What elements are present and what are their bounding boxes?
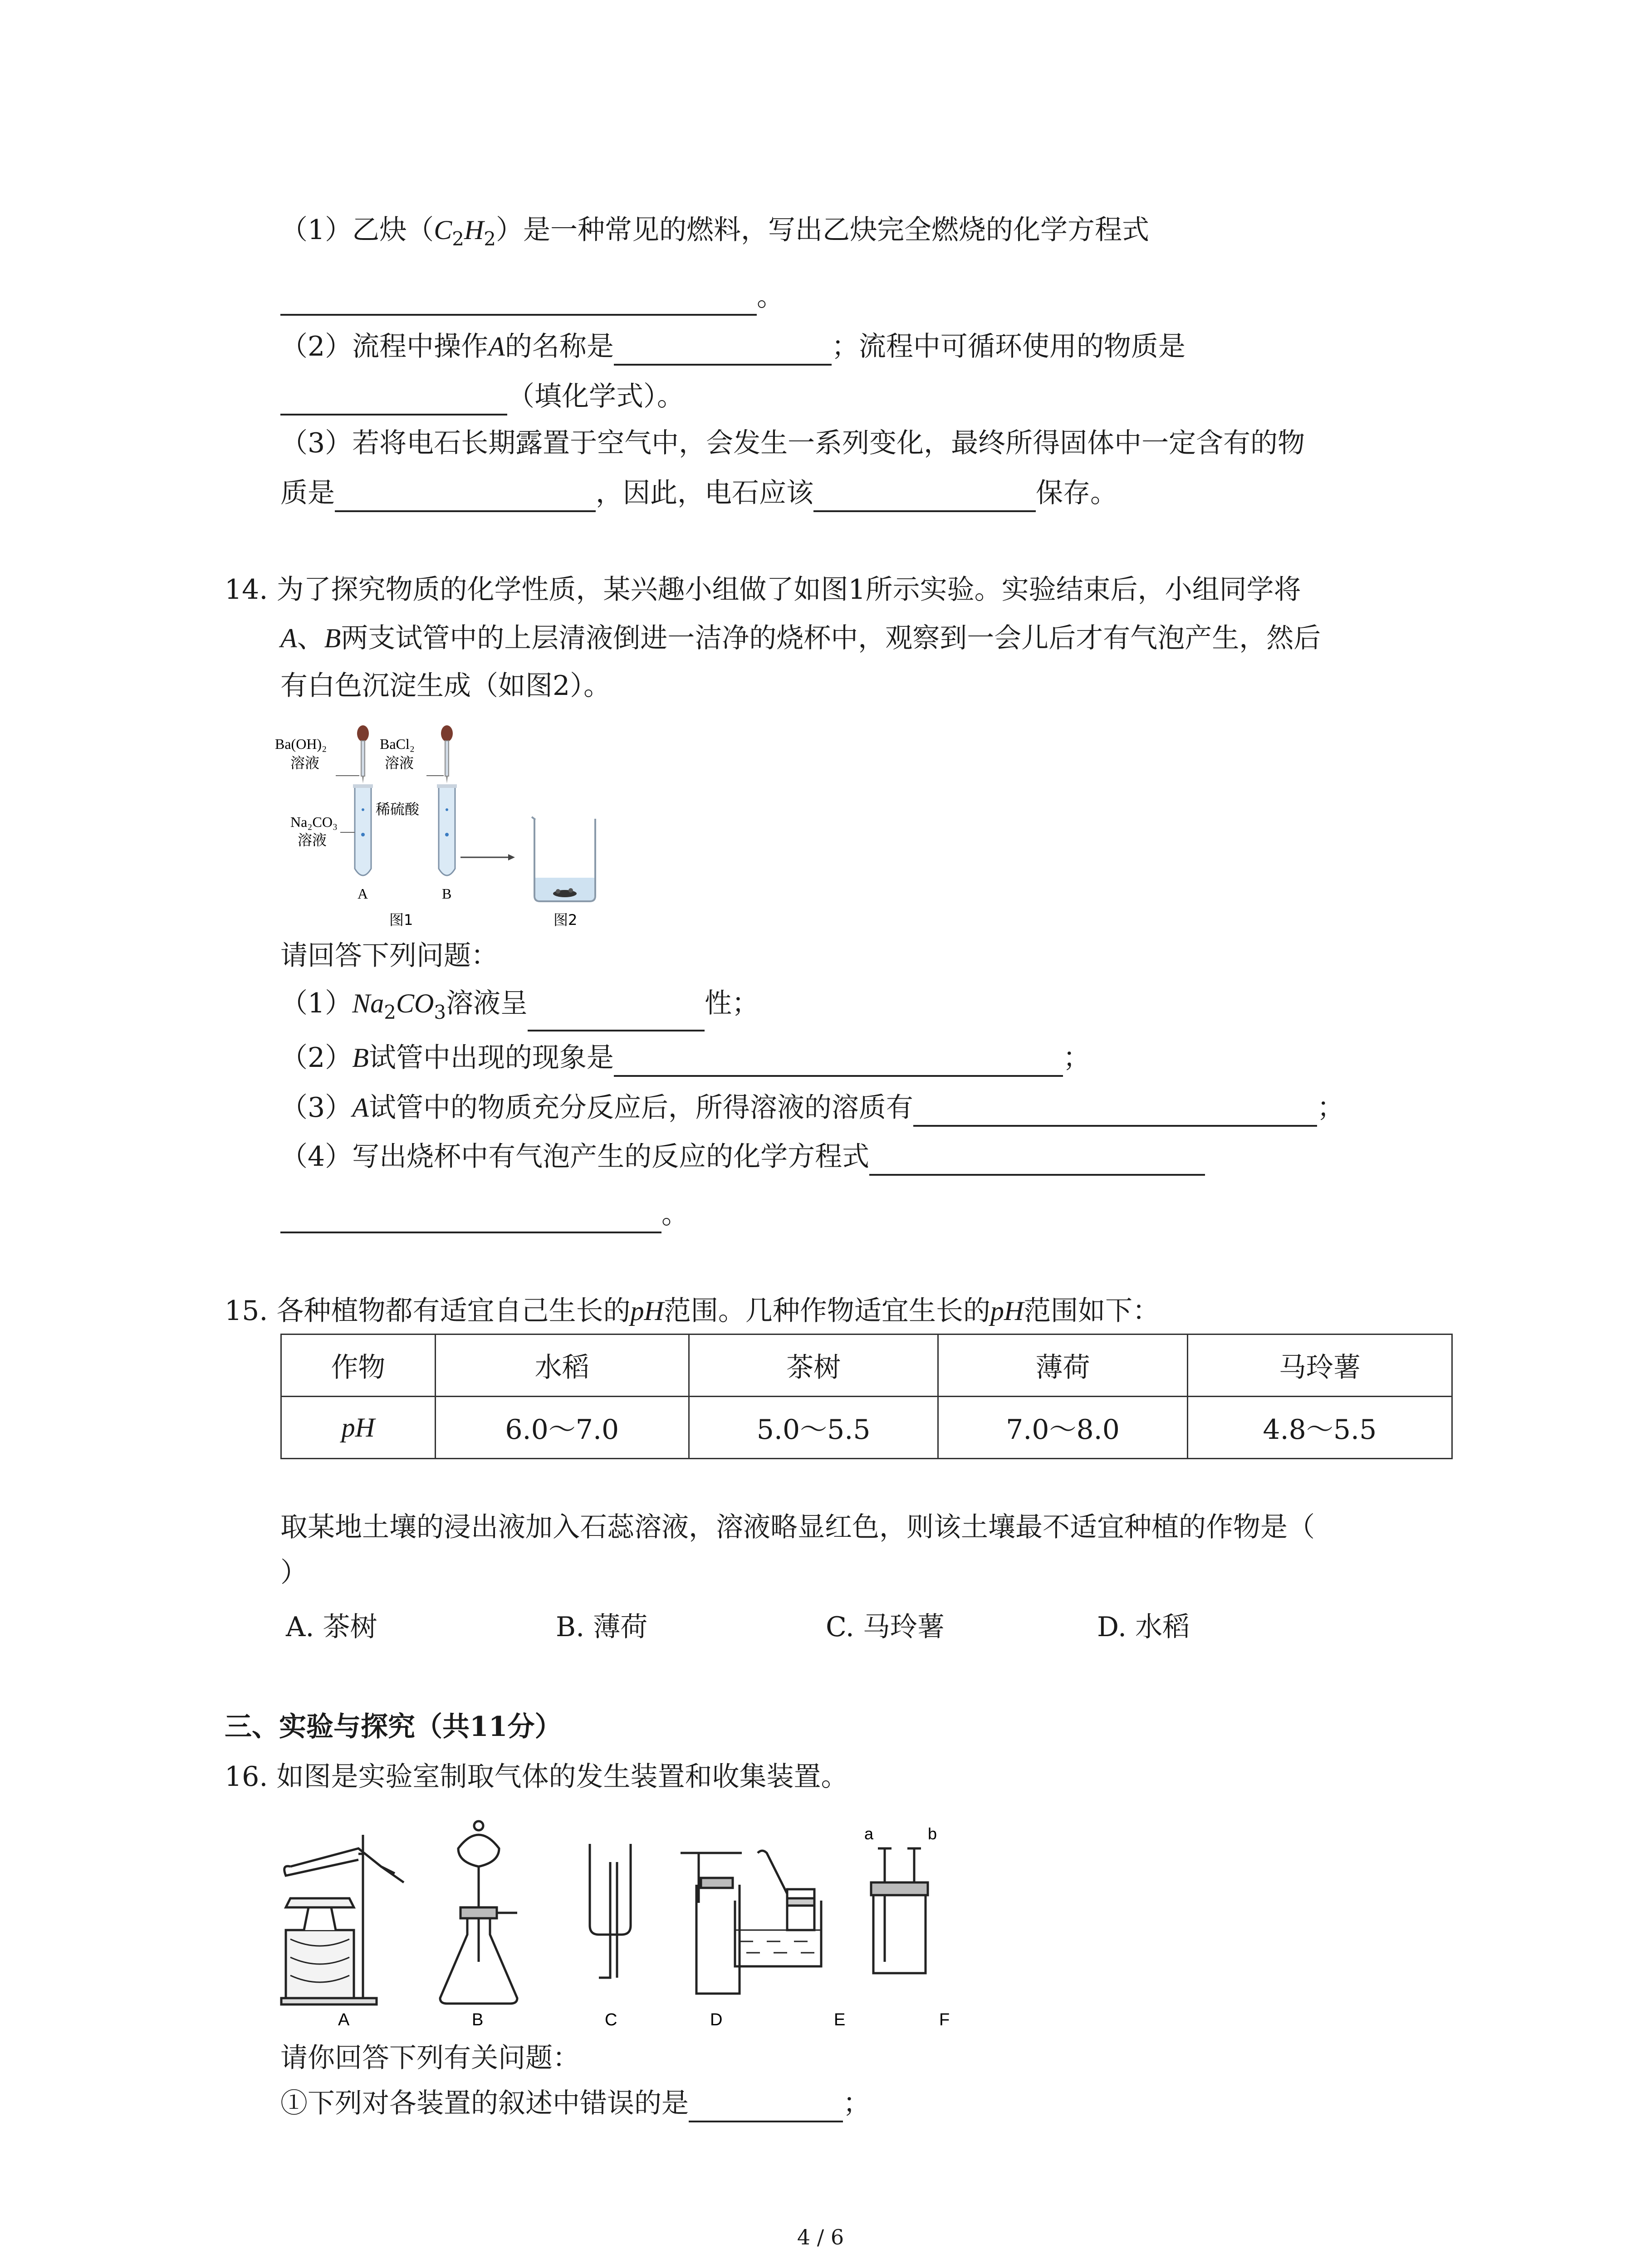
answer-blank[interactable] — [913, 1097, 1317, 1127]
test-tube-a — [353, 784, 373, 875]
apparatus-label: B — [472, 2010, 484, 2029]
apparatus-label: F — [939, 2010, 950, 2029]
heating-apparatus-icon — [281, 1835, 404, 2004]
label-bacl2: BaCl₂ — [380, 736, 415, 752]
answer-blank[interactable] — [280, 286, 757, 316]
port-label-a: a — [864, 1824, 874, 1843]
q15-stem: 15. 各种植物都有适宜自己生长的pH范围。几种作物适宜生长的pH范围如下： — [225, 1295, 1160, 1327]
table-header-cell: 马玲薯 — [1187, 1334, 1452, 1397]
answer-blank[interactable] — [280, 1203, 661, 1233]
q14-ask: 请回答下列问题： — [280, 940, 498, 972]
q13-part3-line2: 质是 ，因此，电石应该 保存。 — [280, 474, 1117, 512]
q14-stem-line3: 有白色沉淀生成（如图2）。 — [280, 670, 611, 702]
table-row-label: pH — [281, 1397, 436, 1459]
label-fig2: 图2 — [554, 911, 578, 929]
q16-stem: 16. 如图是实验室制取气体的发生装置和收集装置。 — [225, 1761, 848, 1793]
label-na2co3: Na₂CO₃ — [290, 814, 338, 830]
table-header-cell: 薄荷 — [938, 1334, 1187, 1397]
answer-blank[interactable] — [869, 1146, 1205, 1176]
table-cell: 6.0～7.0 — [435, 1397, 689, 1459]
port-label-b: b — [928, 1824, 937, 1843]
table-cell: 5.0～5.5 — [689, 1397, 938, 1459]
table-header-cell: 茶树 — [689, 1334, 938, 1397]
label-solution: 溶液 — [290, 754, 320, 772]
q16-ask: 请你回答下列有关问题： — [280, 2042, 580, 2074]
q13-part2-line2: （填化学式）。 — [280, 377, 684, 415]
q16-part1: ①下列对各装置的叙述中错误的是 ； — [280, 2084, 870, 2122]
q14-part4-answer: 。 — [280, 1195, 689, 1233]
label-solution: 溶液 — [298, 831, 327, 849]
option-d[interactable]: D. 水稻 — [1097, 1611, 1190, 1643]
ph-range-table — [280, 1334, 1453, 1459]
label-baoh2: Ba(OH)₂ — [275, 736, 327, 752]
answer-blank[interactable] — [528, 1002, 705, 1031]
apparatus-label: D — [710, 2010, 723, 2029]
label-tube-b: B — [442, 885, 452, 902]
label-solution: 溶液 — [385, 754, 414, 772]
option-b[interactable]: B. 薄荷 — [556, 1611, 648, 1643]
label-fig1: 图1 — [389, 911, 413, 929]
answer-blank[interactable] — [280, 386, 507, 415]
dropper-icon — [441, 725, 453, 783]
q14-stem-line1: 14. 为了探究物质的化学性质，某兴趣小组做了如图1所示实验。实验结束后，小组同学将 — [225, 574, 1301, 606]
q15-question-end: ） — [280, 1557, 308, 1589]
q14-part4: （4）写出烧杯中有气泡产生的反应的化学方程式 — [280, 1138, 1205, 1176]
apparatus-label: E — [834, 2010, 846, 2029]
table-header-cell: 水稻 — [435, 1334, 689, 1397]
table-row — [281, 1397, 1452, 1459]
apparatus-label: C — [605, 2010, 617, 2029]
conical-flask-icon — [440, 1821, 517, 2004]
q13-part1-answer: 。 — [280, 278, 784, 316]
gas-bottle-icon — [681, 1853, 742, 1994]
table-cell: 7.0～8.0 — [938, 1397, 1187, 1459]
label-tube-a: A — [358, 885, 368, 902]
option-a[interactable]: A. 茶树 — [286, 1611, 377, 1643]
answer-blank[interactable] — [614, 336, 832, 366]
q13-part3: （3）若将电石长期露置于空气中，会发生一系列变化，最终所得固体中一定含有的物 — [280, 427, 1305, 459]
test-tube-b — [437, 784, 457, 875]
q14-part1: $(1)Na_2CO_3$溶液呈 性； — [280, 984, 759, 1031]
gas-bottle-icon — [590, 1844, 631, 1978]
page-number: 4 / 6 — [797, 2225, 844, 2249]
answer-blank[interactable] — [813, 482, 1036, 512]
label-dilute-sulfuric-acid: 稀硫酸 — [376, 801, 420, 818]
table-cell: 4.8～5.5 — [1187, 1397, 1452, 1459]
water-trough-icon — [735, 1851, 821, 1966]
q14-stem-line2: A、B两支试管中的上层清液倒进一洁净的烧杯中，观察到一会儿后才有气泡产生，然后 — [280, 622, 1321, 654]
beaker-icon — [532, 817, 595, 901]
q13-part2: （2）流程中操作A的名称是 ；流程中可循环使用的物质是 — [280, 327, 1185, 366]
apparatus-figure — [272, 1817, 1007, 2030]
gas-washing-bottle-icon — [871, 1848, 928, 1973]
section-heading: 三、实验与探究（共11分） — [225, 1711, 562, 1743]
dropper-icon — [357, 725, 369, 783]
q14-part3: （3）A试管中的物质充分反应后，所得溶液的溶质有 ； — [280, 1089, 1344, 1127]
answer-blank[interactable] — [614, 1047, 1063, 1077]
apparatus-label: A — [338, 2010, 350, 2029]
q13-part1: （1）乙炔$(C_2H_2)$是一种常见的燃料，写出乙炔完全燃烧的化学方程式 — [280, 214, 1150, 250]
answer-blank[interactable] — [335, 482, 596, 512]
test-tube-figure — [272, 723, 626, 932]
option-c[interactable]: C. 马玲薯 — [826, 1611, 945, 1643]
q15-question: 取某地土壤的浸出液加入石蕊溶液，溶液略显红色，则该土壤最不适宜种植的作物是（ — [280, 1511, 1315, 1543]
table-header-row — [281, 1334, 1452, 1397]
q14-part2: （2）B试管中出现的现象是 ； — [280, 1039, 1090, 1077]
answer-blank[interactable] — [689, 2092, 843, 2122]
table-header-cell: 作物 — [281, 1334, 436, 1397]
arrow-icon — [460, 854, 515, 860]
